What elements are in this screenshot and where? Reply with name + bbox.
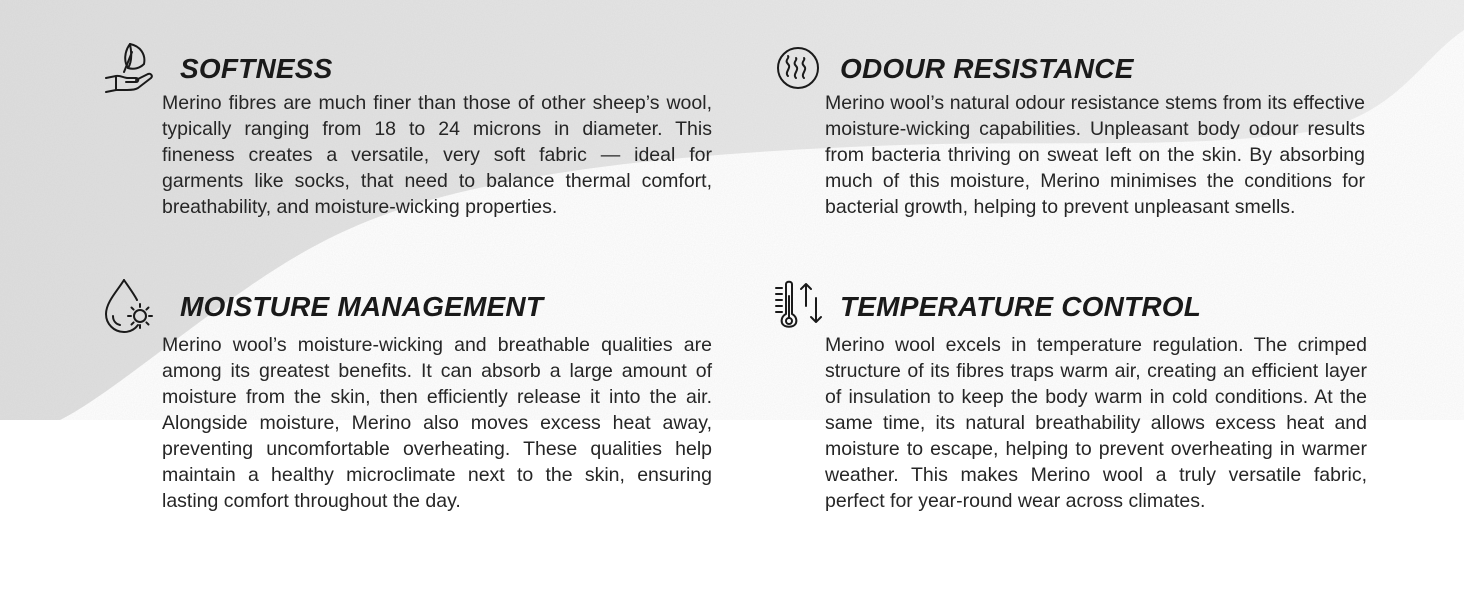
odour-waves-icon xyxy=(770,38,830,98)
feather-hand-icon xyxy=(100,38,160,98)
feature-title: MOISTURE MANAGEMENT xyxy=(180,291,544,322)
feature-title: SOFTNESS xyxy=(180,53,333,84)
thermometer-arrows-icon xyxy=(770,276,830,336)
droplet-gear-icon xyxy=(100,276,160,336)
feature-title: TEMPERATURE CONTROL xyxy=(840,291,1202,322)
feature-description: Merino wool’s moisture-wicking and breathable qualities are among its greatest benefits. It can absorb a large amount of moisture from the skin, then efficiently release it into the air. Alongside moisture, Merino also moves excess heat away, preventing uncomfortable overheating. These qualities help maintain a healthy microclimate next to the skin, ensuring lasting comfort throughout the day. xyxy=(162,334,712,512)
feature-description: Merino wool excels in temperature regulation. The crimped structure of its fibres traps warm air, creating an efficient layer of insulation to keep the body warm in cold conditions. At the same time, its natural breathability allows excess heat and moisture to escape, helping to prevent overheating in warmer weather. This makes Merino wool a truly versatile fabric, perfect for year-round wear across climates. xyxy=(825,334,1367,512)
feature-description: Merino fibres are much finer than those of other sheep’s wool, typically ranging from 18 to 24 microns in diameter. This fineness creates a versatile, very soft fabric — ideal for garments like socks, that need to balance thermal comfort, breathability, and moisture-wicking properties. xyxy=(162,92,712,218)
feature-description: Merino wool’s natural odour resistance stems from its effective moisture-wicking capabilities. Unpleasant body odour results from bacteria thriving on sweat left on the skin. By absorbing much of this moisture, Merino minimises the conditions for bacterial growth, helping to prevent unpleasant smells. xyxy=(825,92,1365,218)
feature-title: ODOUR RESISTANCE xyxy=(840,53,1134,84)
